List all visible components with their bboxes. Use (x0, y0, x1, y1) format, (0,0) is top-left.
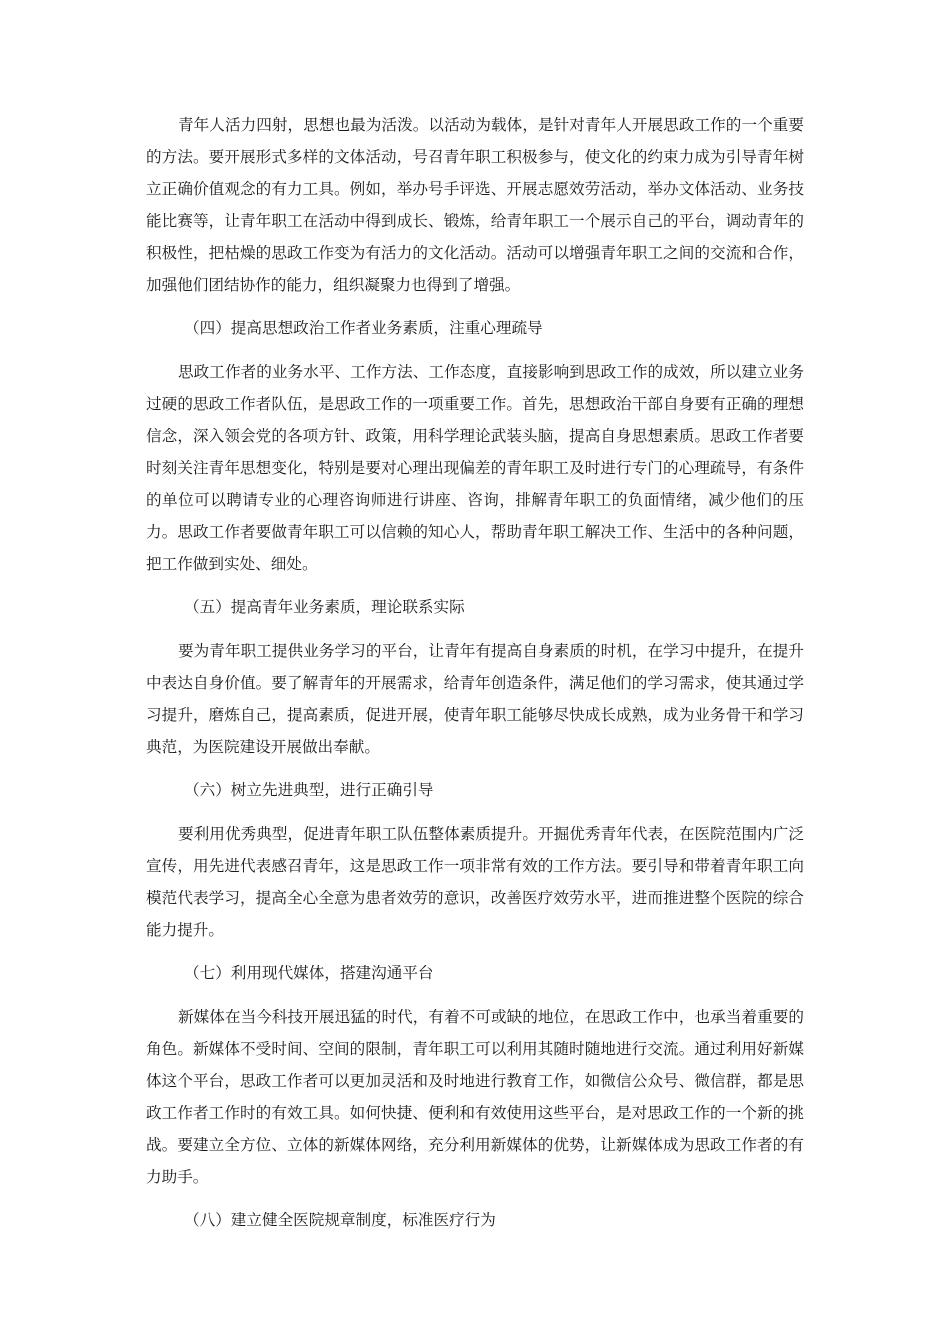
paragraph-new-media: 新媒体在当今科技开展迅猛的时代，有着不可或缺的地位，在思政工作中，也承当着重要的角色。新媒体不受时间、空间的限制，青年职工可以利用其随时随地进行交流。通过利用好新媒体这个平台，思政工作者可以更加灵活和及时地进行教育工作，如微信公众号、微信群，都是思政工作者工作时的有效工具。如何快捷、便利和有效使用这些平台，是对思政工作的一个新的挑战。要建立全方位、立体的新媒体网络，充分利用新媒体的优势，让新媒体成为思政工作者的有力助手。 (146, 1008, 804, 1186)
section-heading-5: （五）提高青年业务素质，理论联系实际 (184, 598, 465, 616)
section-heading-7: （七）利用现代媒体，搭建沟通平台 (184, 964, 434, 982)
paragraph-youth-quality: 要为青年职工提供业务学习的平台，让青年有提高自身素质的时机，在学习中提升，在提升中表达自身价值。要了解青年的开展需求，给青年创造条件，满足他们的学习需求，使其通过学习提升，磨炼自己，提高素质，促进开展，使青年职工能够尽快成长成熟，成为业务骨干和学习典范，为医院建设开展做出奉献。 (146, 642, 804, 756)
paragraph-role-models: 要利用优秀典型，促进青年职工队伍整体素质提升。开掘优秀青年代表，在医院范围内广泛宣传，用先进代表感召青年，这是思政工作一项非常有效的工作方法。要引导和带着青年职工向模范代表学习，提高全心全意为患者效劳的意识，改善医疗效劳水平，进而推进整个医院的综合能力提升。 (146, 825, 804, 939)
document-body (146, 109, 804, 1248)
section-heading-4: （四）提高思想政治工作者业务素质，注重心理疏导 (184, 319, 543, 337)
paragraph-worker-quality: 思政工作者的业务水平、工作方法、工作态度，直接影响到思政工作的成效，所以建立业务过硬的思政工作者队伍，是思政工作的一项重要工作。首先，思想政治干部自身要有正确的理想信念，深入领会党的各项方针、政策，用科学理论武装头脑，提高自身思想素质。思政工作者要时刻关注青年思想变化，特别是要对心理出现偏差的青年职工及时进行专门的心理疏导，有条件的单位可以聘请专业的心理咨询师进行讲座、咨询，排解青年职工的负面情绪，减少他们的压力。思政工作者要做青年职工可以信赖的知心人，帮助青年职工解决工作、生活中的各种问题，把工作做到实处、细处。 (146, 363, 804, 573)
section-heading-8: （八）建立健全医院规章制度，标准医疗行为 (184, 1211, 496, 1229)
paragraph-activities: 青年人活力四射，思想也最为活泼。以活动为载体，是针对青年人开展思政工作的一个重要的方法。要开展形式多样的文体活动，号召青年职工积极参与，使文化的约束力成为引导青年树立正确价值观念的有力工具。例如，举办号手评选、开展志愿效劳活动，举办文体活动、业务技能比赛等，让青年职工在活动中得到成长、锻炼，给青年职工一个展示自己的平台，调动青年的积极性，把枯燥的思政工作变为有活力的文化活动。活动可以增强青年职工之间的交流和合作，加强他们团结协作的能力，组织凝聚力也得到了增强。 (146, 116, 804, 294)
section-heading-6: （六）树立先进典型，进行正确引导 (184, 781, 434, 799)
